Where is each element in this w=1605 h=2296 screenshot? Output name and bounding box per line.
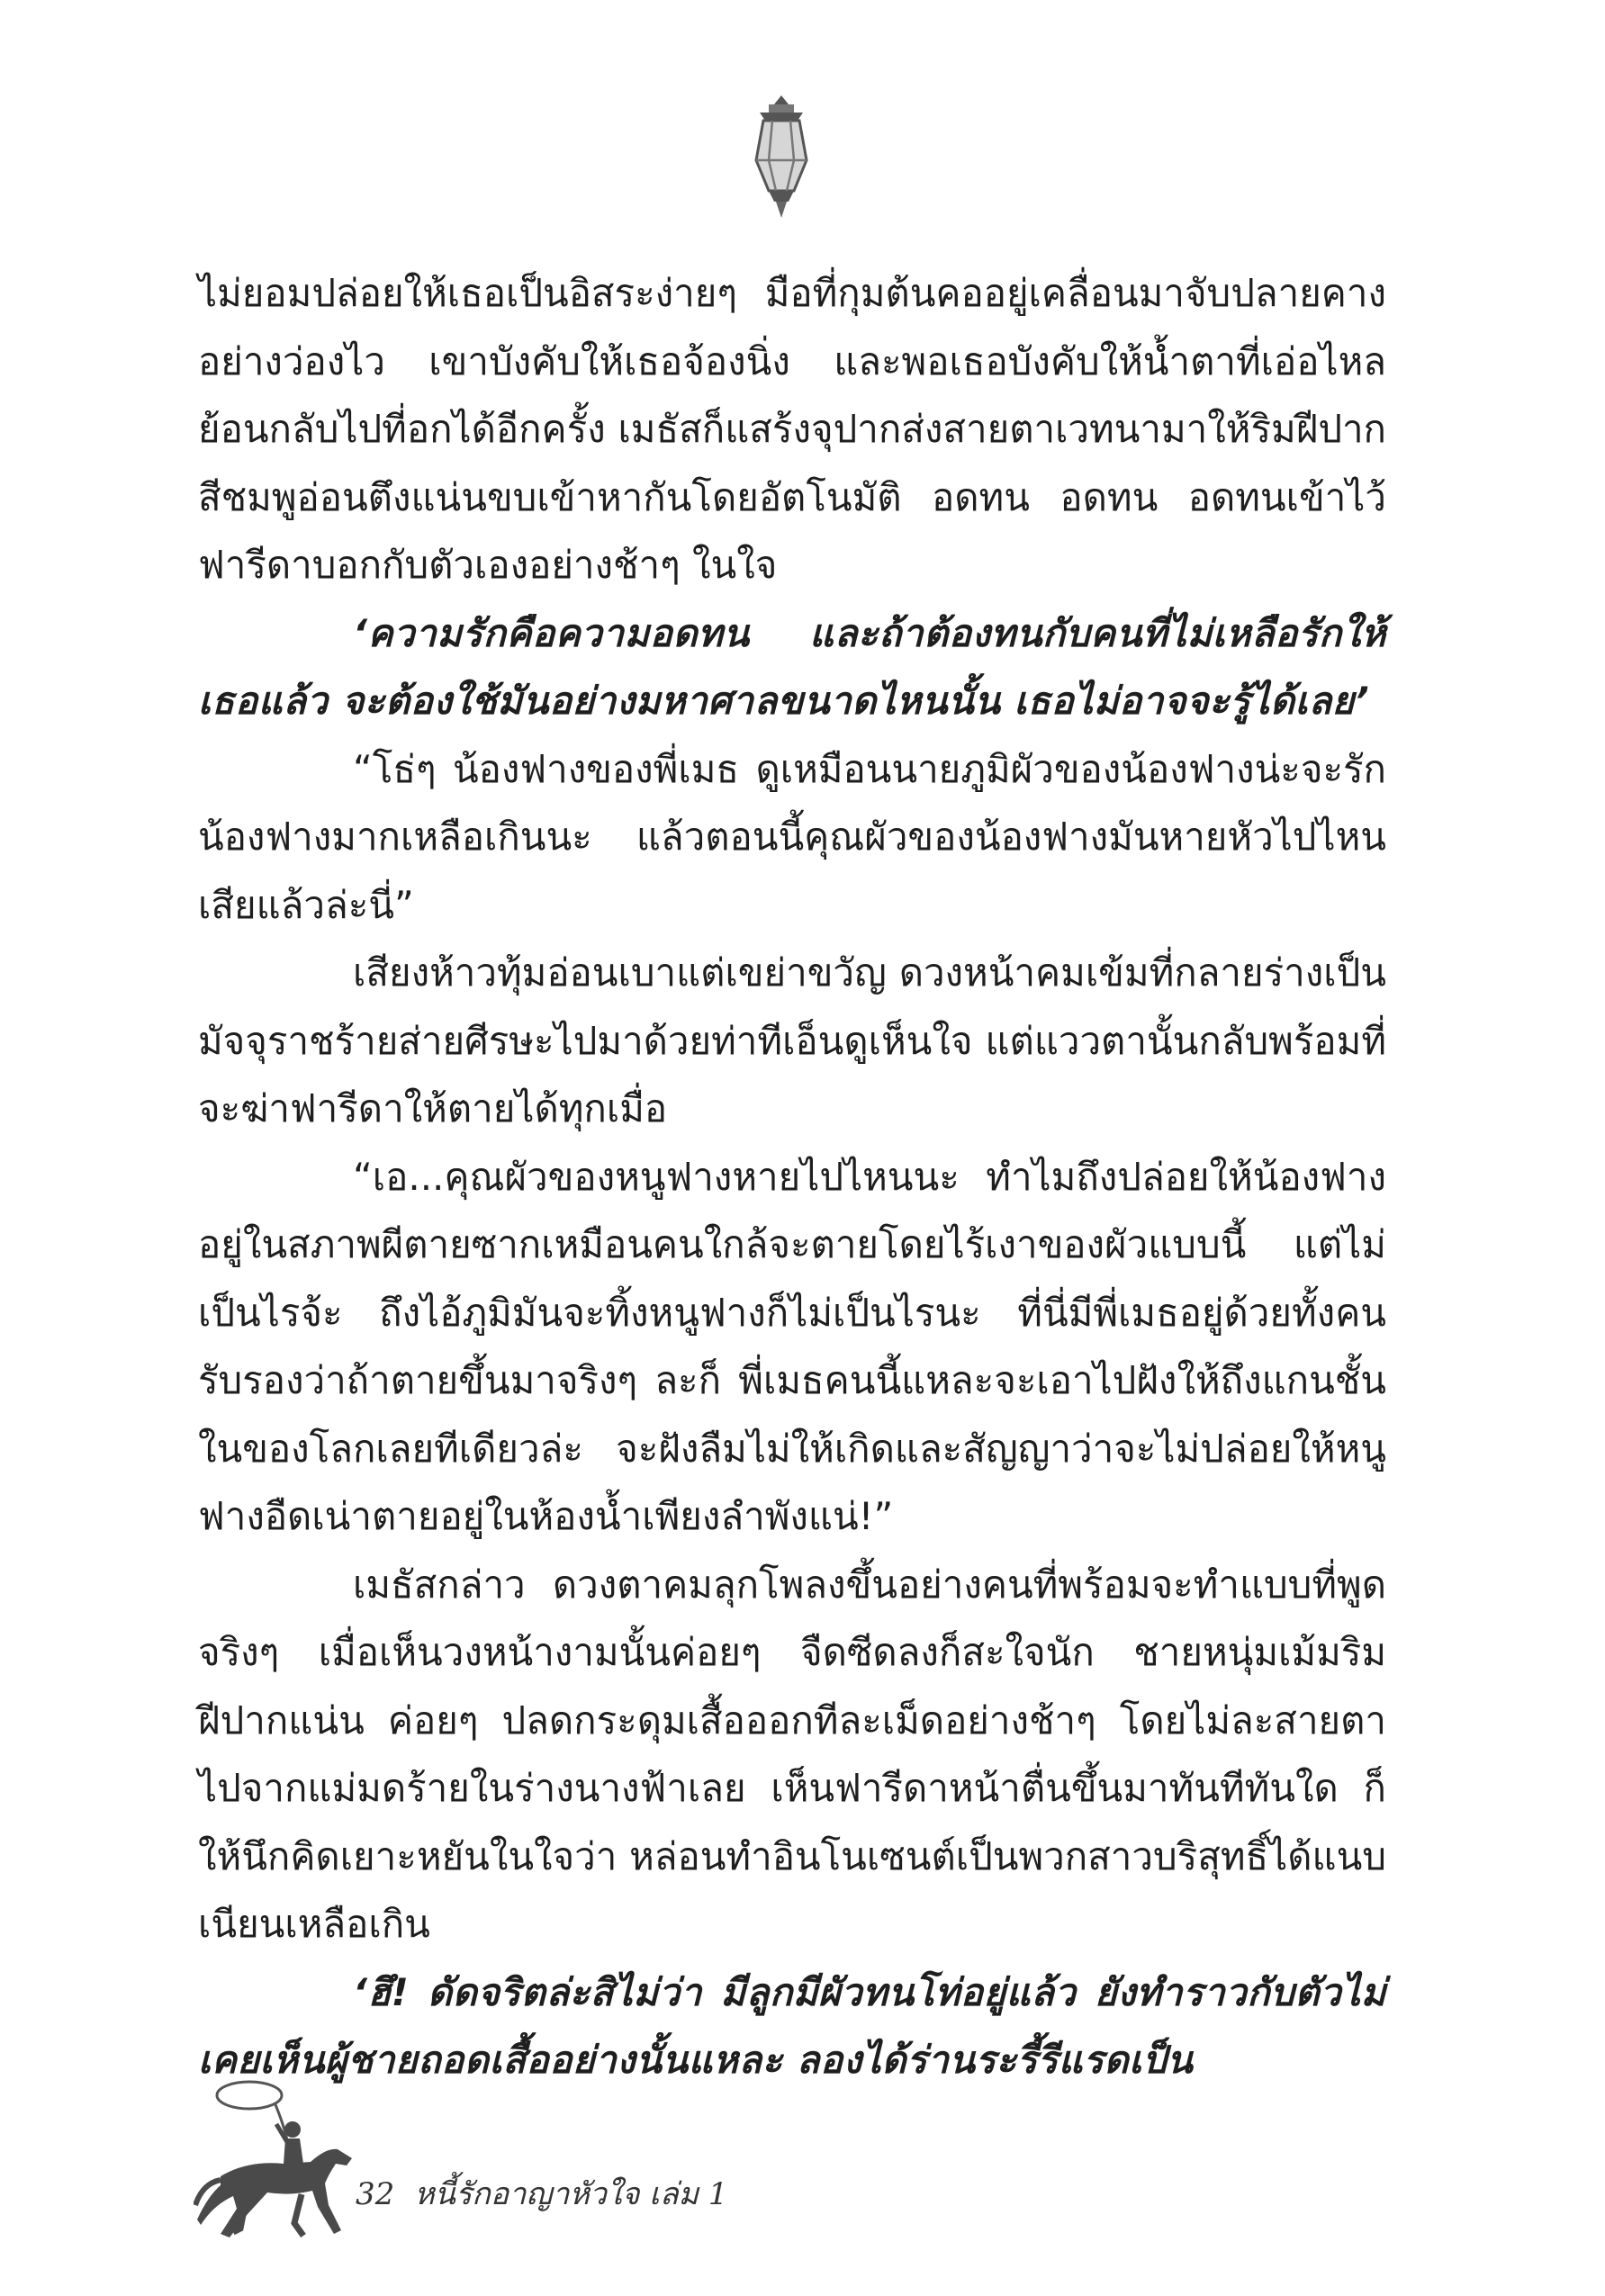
paragraph-6: เมธัสกล่าว ดวงตาคมลุกโพลงขึ้นอย่างคนที่พร้อมจะทำแบบที่พูดจริงๆ เมื่อเห็นวงหน้างามนั้นค่อยๆ จืดซีดลงก็สะใจนัก ชายหนุ่มเม้มริมฝีปากแน่น ค่อยๆ ปลดกระดุมเสื้อออกทีละเม็ดอย่างช้าๆ โดยไม่ละสายตาไปจากแม่มดร้ายในร่างนางฟ้าเลย เห็นฟารีดาหน้าตื่นขึ้นมาทันทีทันใด ก็ให้นึกคิดเยาะหยันในใจว่า หล่อนทำอินโนเซนต์เป็นพวกสาวบริสุทธิ์ได้แนบเนียนเหลือเกิน: [198, 1562, 1386, 1946]
body-text: [198, 259, 1386, 2094]
lantern-ornament-icon: [736, 90, 826, 225]
page-footer: [194, 2070, 824, 2250]
folio: [356, 2169, 747, 2218]
page-number: 32: [356, 2176, 395, 2212]
paragraph-5: “เอ...คุณผัวของหนูฟางหายไปไหนนะ ทำไมถึงปล่อยให้น้องฟางอยู่ในสภาพผีตายซากเหมือนคนใกล้จะตายโดยไร้เงาของผัวแบบนี้ แต่ไม่เป็นไรจ้ะ ถึงไอ้ภูมิมันจะทิ้งหนูฟางก็ไม่เป็นไรนะ ที่นี่มีพี่เมธอยู่ด้วยทั้งคน รับรองว่าถ้าตายขึ้นมาจริงๆ ละก็ พี่เมธคนนี้แหละจะเอาไปฝังให้ถึงแกนชั้นในของโลกเลยทีเดียวล่ะ จะฝังลืมไม่ให้เกิดและสัญญาว่าจะไม่ปล่อยให้หนูฟางอืดเน่าตายอยู่ในห้องน้ำเพียงลำพังแน่!”: [198, 1154, 1386, 1538]
paragraph-2-inner-thought: ‘ความรักคือความอดทน และถ้าต้องทนกับคนที่ไม่เหลือรักให้เธอแล้ว จะต้องใช้มันอย่างมหาศาลขนาดไหนนั้น เธอไม่อาจจะรู้ได้เลย’: [198, 610, 1386, 723]
paragraph-4: เสียงห้าวทุ้มอ่อนเบาแต่เขย่าขวัญ ดวงหน้าคมเข้มที่กลายร่างเป็นมัจจุราชร้ายส่ายศีรษะไปมาด้วยท่าทีเอ็นดูเห็นใจ แต่แววตานั้นกลับพร้อมที่จะฆ่าฟารีดาให้ตายได้ทุกเมื่อ: [198, 950, 1386, 1130]
book-title: หนี้รักอาญาหัวใจ เล่ม 1: [414, 2176, 728, 2212]
paragraph-7-inner-thought: ‘ฮึ! ดัดจริตล่ะสิไม่ว่า มีลูกมีผัวทนโท่อยู่แล้ว ยังทำราวกับตัวไม่เคยเห็นผู้ชายถอดเสื้ออย่างนั้นแหละ ลองได้ร่านระรี้รีแรดเป็น: [198, 1969, 1386, 2082]
lasso-rider-horse-icon: [194, 2070, 365, 2250]
paragraph-1: ไม่ยอมปล่อยให้เธอเป็นอิสระง่ายๆ มือที่กุมต้นคออยู่เคลื่อนมาจับปลายคางอย่างว่องไว เขาบังคับให้เธอจ้องนิ่ง และพอเธอบังคับให้น้ำตาที่เอ่อไหลย้อนกลับไปที่อกได้อีกครั้ง เมธัสก็แสร้งจุปากส่งสายตาเวทนามาให้ริมฝีปากสีชมพูอ่อนตึงแน่นขบเข้าหากันโดยอัตโนมัติ อดทน อดทน อดทนเข้าไว้ ฟารีดาบอกกับตัวเองอย่างช้าๆ ในใจ: [198, 271, 1386, 587]
paragraph-3: “โธ่ๆ น้องฟางของพี่เมธ ดูเหมือนนายภูมิผัวของน้องฟางน่ะจะรักน้องฟางมากเหลือเกินนะ แล้วตอนนี้คุณผัวของน้องฟางมันหายหัวไปไหนเสียแล้วล่ะนี่”: [198, 746, 1386, 927]
